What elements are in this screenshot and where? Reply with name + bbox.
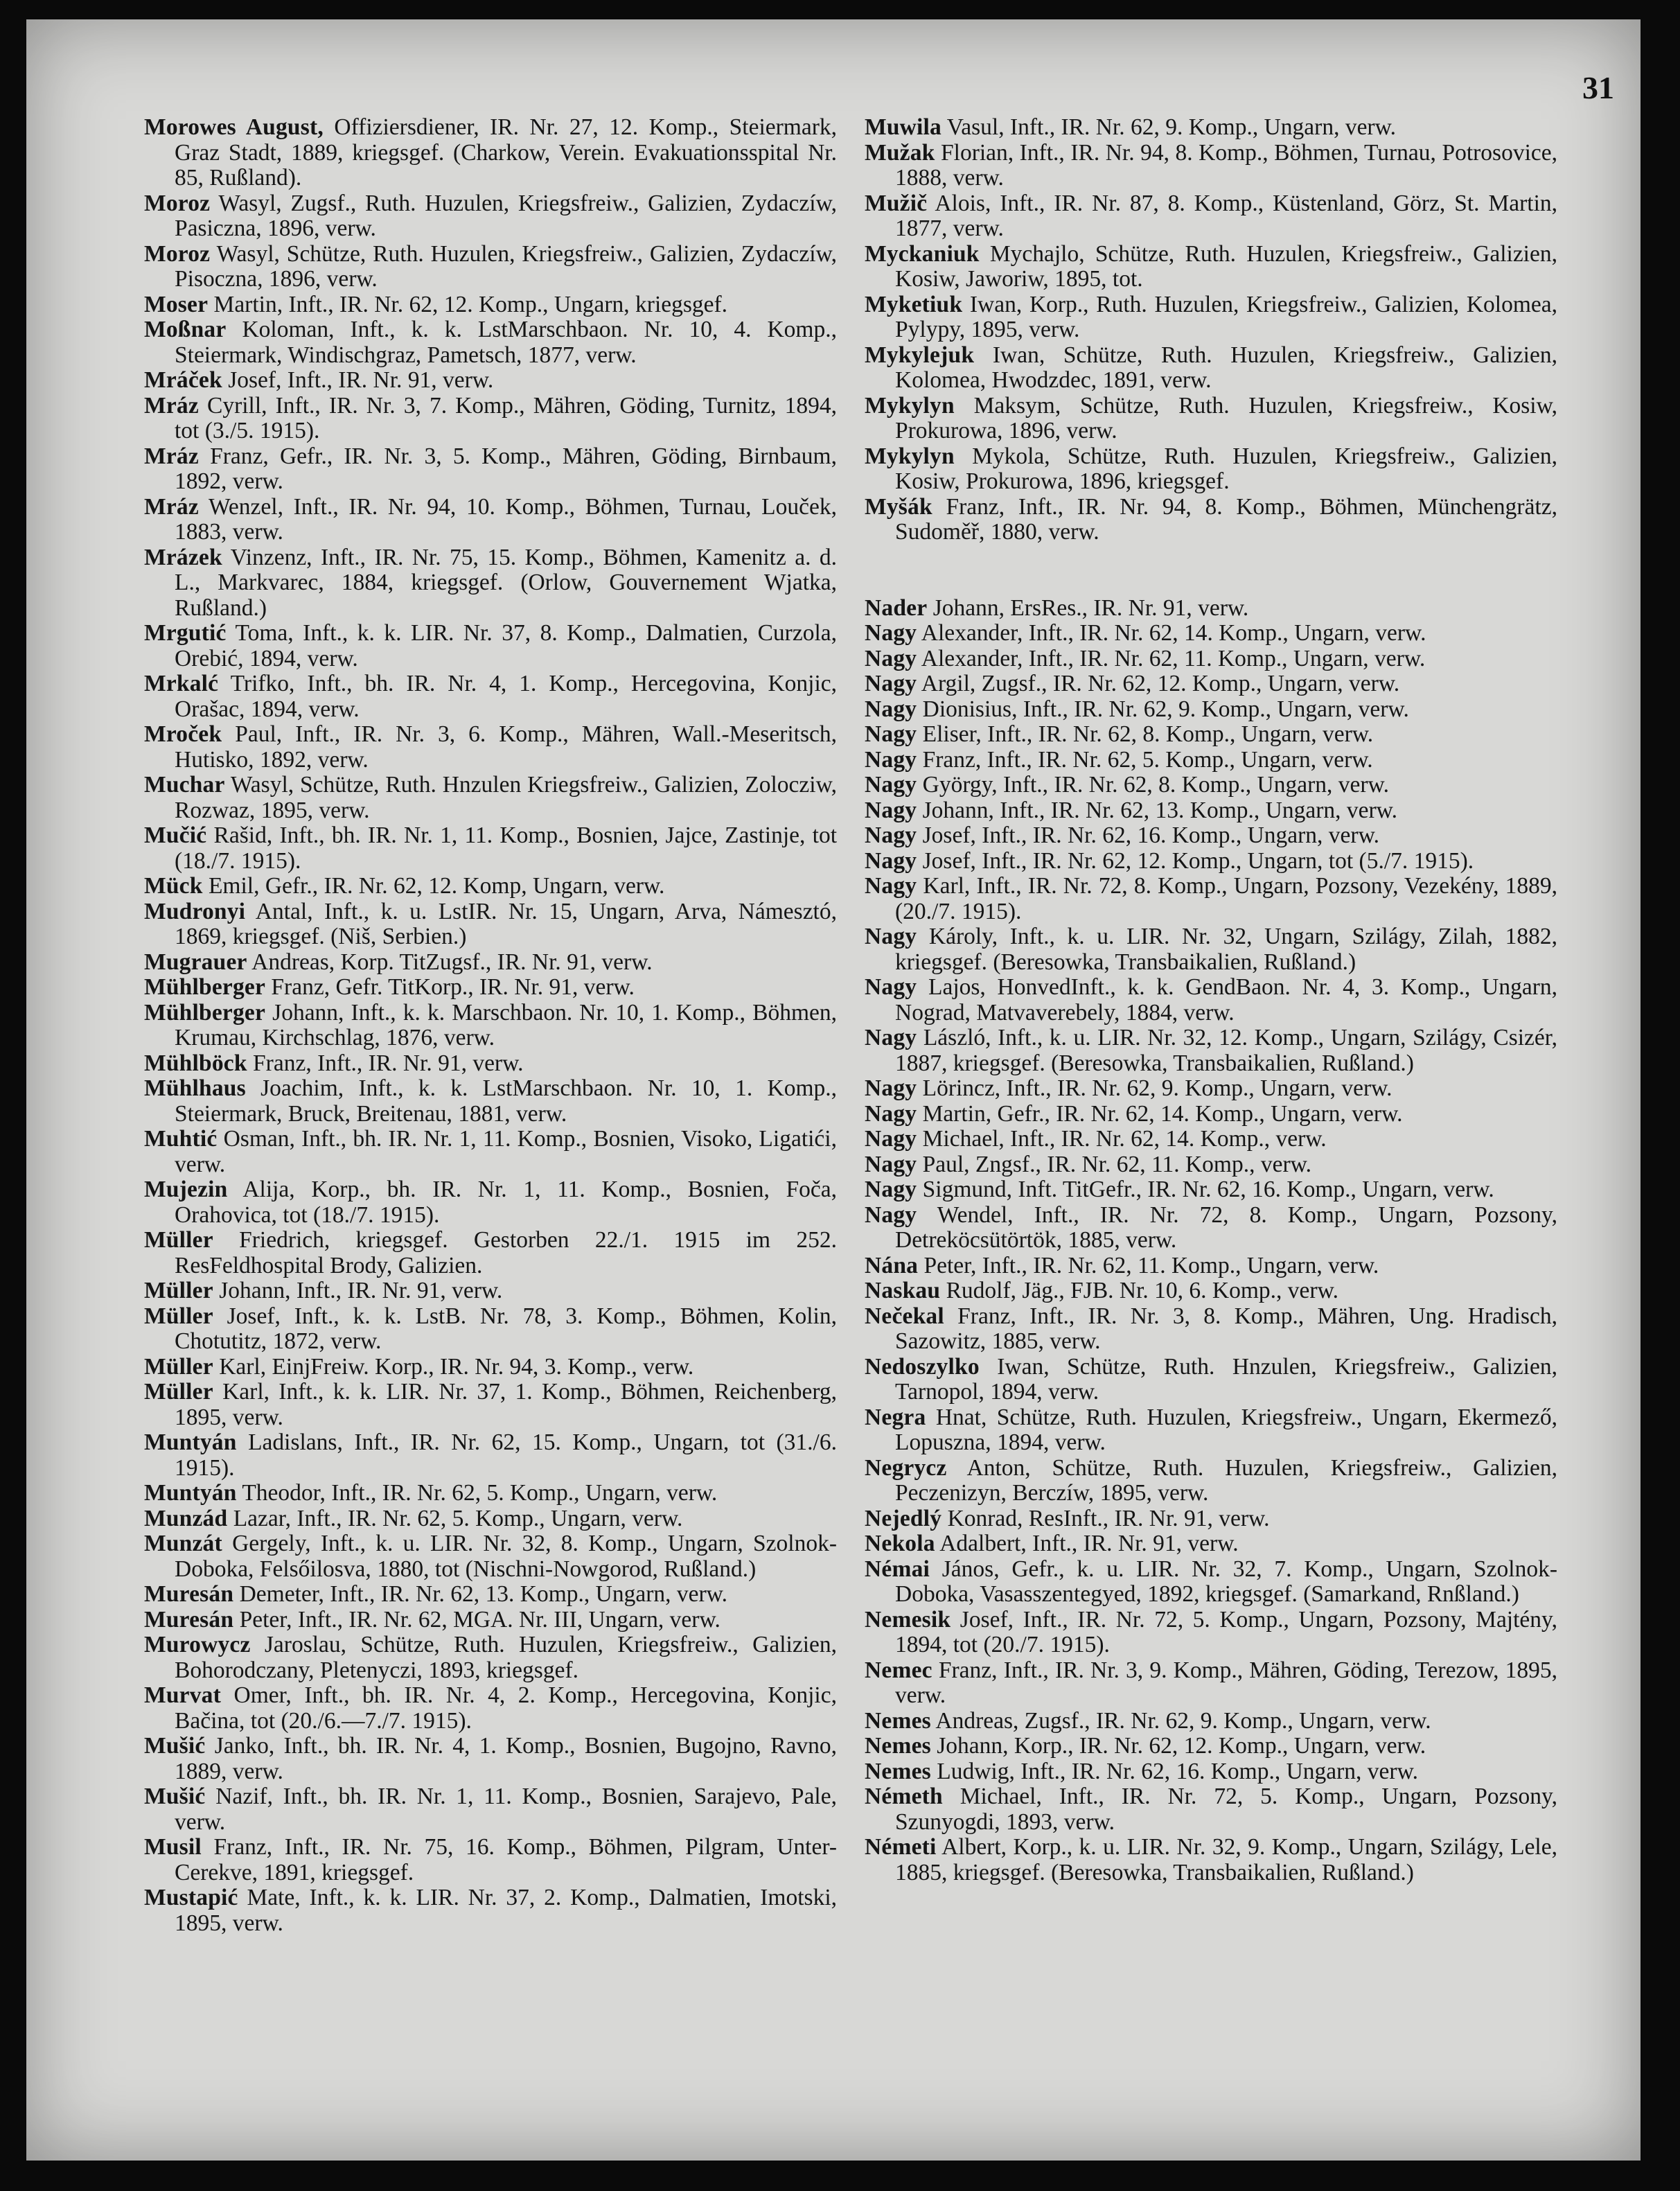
entry-details: Toma, Inft., k. k. LIR. Nr. 37, 8. Komp., Dalmatien, Curzola, Orebić, 1894, verw. [175, 620, 837, 671]
entry-surname: Nagy [865, 671, 917, 696]
entry-details: Joachim, Inft., k. k. LstMarschbaon. Nr. 10, 1. Komp., Steiermark, Bruck, Breitenau, 1881, verw. [175, 1075, 837, 1127]
entry-details: Osman, Inft., bh. IR. Nr. 1, 11. Komp., Bosnien, Visoko, Ligatići, verw. [175, 1126, 837, 1177]
entry-details: Josef, Inft., IR. Nr. 62, 16. Komp., Ungarn, verw. [917, 822, 1379, 848]
list-entry [144, 1127, 837, 1177]
entry-surname: Nagy [865, 721, 917, 747]
entry-details: Konrad, ResInft., IR. Nr. 91, verw. [941, 1505, 1270, 1531]
list-entry [865, 1076, 1557, 1102]
list-entry [865, 141, 1557, 191]
entry-details: Offiziersdiener, IR. Nr. 27, 12. Komp., Steiermark, Graz Stadt, 1889, kriegsgef. (Charkow, Verein. Evakuationsspital Nr. 85, Rußland). [175, 114, 838, 191]
entry-surname: Nagy [865, 873, 917, 899]
entry-details: Wasyl, Schütze, Ruth. Huzulen, Kriegsfreiw., Galizien, Zydaczíw, Pisoczna, 1896, verw. [175, 240, 837, 292]
list-entry [144, 1835, 837, 1885]
list-entry [144, 1430, 837, 1481]
entry-surname: Mujezin [144, 1177, 228, 1202]
entry-details: Károly, Inft., k. u. LIR. Nr. 32, Ungarn, Szilágy, Zilah, 1882, kriegsgef. (Beresowka, Transbaikalien, Rußland.) [895, 924, 1557, 975]
entry-surname: Nagy [865, 974, 917, 1000]
entry-details: Josef, Inft., IR. Nr. 72, 5. Komp., Ungarn, Pozsony, Majtény, 1894, tot (20./7. 1915). [895, 1606, 1557, 1657]
entry-surname: Mugrauer [144, 949, 247, 975]
list-entry [865, 1152, 1557, 1178]
entry-details: Peter, Inft., IR. Nr. 62, MGA. Nr. III, Ungarn, verw. [233, 1606, 720, 1633]
list-entry [865, 621, 1557, 646]
entry-details: Iwan, Schütze, Ruth. Hnzulen, Kriegsfreiw., Galizien, Tarnopol, 1894, verw. [895, 1353, 1557, 1405]
entry-details: György, Inft., IR. Nr. 62, 8. Komp., Ungarn, verw. [917, 772, 1389, 798]
entry-surname: Mráz [144, 443, 199, 469]
entry-surname: Muresán [144, 1581, 234, 1607]
list-entry [865, 1709, 1557, 1734]
list-entry [144, 1885, 837, 1936]
entry-details: Janko, Inft., bh. IR. Nr. 4, 1. Komp., Bosnien, Bugojno, Ravno, 1889, verw. [175, 1733, 837, 1784]
entry-surname: Mrkalć [144, 671, 219, 696]
entry-surname: Németi [865, 1834, 937, 1860]
list-entry [144, 621, 837, 671]
entry-surname: Myckaniuk [865, 240, 980, 267]
entry-surname: Mrgutić [144, 620, 227, 646]
entry-details: Alexander, Inft., IR. Nr. 62, 14. Komp., Ungarn, verw. [917, 620, 1426, 646]
entry-surname: Mück [144, 873, 203, 899]
list-entry [865, 1253, 1557, 1279]
page-number: 31 [1582, 70, 1614, 105]
entry-details: Vinzenz, Inft., IR. Nr. 75, 15. Komp., Böhmen, Kamenitz a. d. L., Markvarec, 1884, kriegsgef. (Orlow, Gouvernement Wjatka, Rußland.) [175, 544, 837, 621]
entry-surname: Mráz [144, 392, 199, 419]
entry-surname: Mühlhaus [144, 1075, 246, 1101]
entry-details: Franz, Inft., IR. Nr. 91, verw. [247, 1050, 524, 1076]
entry-surname: Mráz [144, 493, 199, 520]
entry-surname: Mroček [144, 721, 222, 747]
list-entry [144, 444, 837, 495]
list-entry [865, 874, 1557, 924]
entry-surname: Nemec [865, 1657, 932, 1683]
entry-details: Gergely, Inft., k. u. LIR. Nr. 32, 8. Komp., Ungarn, Szolnok-Doboka, Felsőilosva, 1880, tot (Nischni-Nowgorod, Rußland.) [175, 1531, 837, 1582]
entry-surname: Moroz [144, 240, 211, 267]
entry-surname: Moroz [144, 190, 211, 216]
list-entry [865, 773, 1557, 798]
list-entry [144, 1278, 837, 1304]
entry-surname: Negrycz [865, 1454, 947, 1481]
entry-surname: Nagy [865, 696, 917, 722]
entry-surname: Némai [865, 1556, 930, 1582]
list-entry [144, 1051, 837, 1077]
entry-surname: Muresán [144, 1606, 234, 1633]
entry-details: Alija, Korp., bh. IR. Nr. 1, 11. Komp., Bosnien, Foča, Orahovica, tot (18./7. 1915). [175, 1177, 837, 1228]
entry-details: Anton, Schütze, Ruth. Huzulen, Kriegsfreiw., Galizien, Peczenizyn, Berczíw, 1895, verw. [895, 1454, 1557, 1506]
right-column-n-entries [865, 596, 1557, 1886]
entry-surname: Myketiuk [865, 291, 963, 317]
entry-details: Johann, Inft., k. k. Marschbaon. Nr. 10, 1. Komp., Böhmen, Krumau, Kirchschlag, 1876, verw. [175, 999, 837, 1050]
entry-surname: Myšák [865, 493, 932, 520]
entry-surname: Mučić [144, 822, 207, 848]
entry-details: Maksym, Schütze, Ruth. Huzulen, Kriegsfreiw., Kosiw, Prokurowa, 1896, verw. [895, 392, 1557, 443]
list-entry [144, 1582, 837, 1608]
list-entry [144, 975, 837, 1001]
entry-surname: Müller [144, 1353, 213, 1380]
entry-details: Franz, Inft., IR. Nr. 75, 16. Komp., Böhmen, Pilgram, Unter-Cerekve, 1891, kriegsgef. [175, 1834, 837, 1885]
entry-surname: Németh [865, 1784, 943, 1809]
list-entry [865, 798, 1557, 824]
list-entry [865, 1506, 1557, 1532]
entry-details: Nazif, Inft., bh. IR. Nr. 1, 11. Komp., Bosnien, Sarajevo, Pale, verw. [175, 1784, 837, 1835]
entry-details: Andreas, Zugsf., IR. Nr. 62, 9. Komp., Ungarn, verw. [930, 1707, 1431, 1734]
entry-surname: Morowes August, [144, 114, 324, 140]
list-entry [865, 975, 1557, 1026]
entry-surname: Müller [144, 1227, 213, 1253]
entry-surname: Moßnar [144, 317, 227, 342]
list-entry [144, 495, 837, 545]
entry-details: Iwan, Korp., Ruth. Huzulen, Kriegsfreiw., Galizien, Kolomea, Pylypy, 1895, verw. [895, 291, 1557, 342]
entry-details: Michael, Inft., IR. Nr. 62, 14. Komp., verw. [917, 1126, 1327, 1152]
entry-details: Paul, Inft., IR. Nr. 3, 6. Komp., Mähren, Wall.-Meseritsch, Hutisko, 1892, verw. [175, 721, 837, 773]
entry-surname: Mušić [144, 1733, 206, 1759]
entry-surname: Mühlberger [144, 974, 266, 1000]
list-entry [144, 1076, 837, 1127]
list-entry [865, 697, 1557, 723]
entry-surname: Mühlböck [144, 1050, 247, 1076]
entry-details: Johann, Inft., IR. Nr. 91, verw. [213, 1278, 503, 1303]
list-entry [865, 1026, 1557, 1076]
entry-surname: Musil [144, 1834, 202, 1860]
entry-details: Martin, Inft., IR. Nr. 62, 12. Komp., Ungarn, kriegsgef. [208, 291, 728, 317]
entry-details: János, Gefr., k. u. LIR. Nr. 32, 7. Komp., Ungarn, Szolnok-Doboka, Vasasszentegyed, 1892, kriegsgef. (Samarkand, Rnßland.) [895, 1556, 1557, 1607]
list-entry [865, 191, 1557, 242]
list-entry [144, 191, 837, 242]
list-entry [144, 1481, 837, 1506]
entry-details: Iwan, Schütze, Ruth. Huzulen, Kriegsfreiw., Galizien, Kolomea, Hwodzdec, 1891, verw. [895, 342, 1557, 393]
entry-surname: Nagy [865, 822, 917, 848]
entry-surname: Nemes [865, 1707, 931, 1734]
entry-details: Omer, Inft., bh. IR. Nr. 4, 2. Komp., Hercegovina, Konjic, Bačina, tot (20./6.—7./7. 1915). [175, 1682, 837, 1734]
entry-surname: Nečekal [865, 1303, 944, 1329]
list-entry [144, 823, 837, 874]
list-entry [865, 1784, 1557, 1835]
list-entry [865, 1355, 1557, 1405]
entry-details: Rudolf, Jäg., FJB. Nr. 10, 6. Komp., verw. [940, 1278, 1338, 1303]
entry-surname: Mykylyn [865, 392, 955, 419]
entry-surname: Mužič [865, 190, 928, 216]
entry-details: Friedrich, kriegsgef. Gestorben 22./1. 1915 im 252. ResFeldhospital Brody, Galizien. [175, 1227, 837, 1278]
entry-details: Franz, Inft., IR. Nr. 3, 8. Komp., Mähren, Ung. Hradisch, Sazowitz, 1885, verw. [895, 1303, 1557, 1354]
entry-surname: Nagy [865, 1075, 917, 1101]
list-entry [144, 722, 837, 773]
list-entry [144, 1784, 837, 1835]
entry-surname: Müller [144, 1278, 213, 1303]
entry-details: Wasyl, Zugsf., Ruth. Huzulen, Kriegsfreiw., Galizien, Zydaczíw, Pasiczna, 1896, verw. [175, 190, 837, 241]
left-column [144, 115, 837, 1936]
list-entry [865, 849, 1557, 874]
entry-surname: Nemes [865, 1758, 931, 1784]
list-entry [865, 1278, 1557, 1304]
list-entry [865, 343, 1557, 394]
list-entry [144, 242, 837, 292]
entry-details: Karl, Inft., IR. Nr. 72, 8. Komp., Ungarn, Pozsony, Vezekény, 1889, (20./7. 1915). [895, 873, 1557, 924]
entry-details: Ladislans, Inft., IR. Nr. 62, 15. Komp., Ungarn, tot (31./6. 1915). [175, 1429, 837, 1481]
entry-details: Michael, Inft., IR. Nr. 72, 5. Komp., Ungarn, Pozsony, Szunyogdi, 1893, verw. [895, 1784, 1557, 1835]
right-column-m-entries [865, 115, 1557, 545]
entry-surname: Nagy [865, 1177, 917, 1202]
entry-surname: Müller [144, 1303, 213, 1329]
entry-details: Wasyl, Schütze, Ruth. Hnzulen Kriegsfreiw., Galizien, Zolocziw, Rozwaz, 1895, verw. [175, 772, 837, 823]
entry-details: Wenzel, Inft., IR. Nr. 94, 10. Komp., Böhmen, Turnau, Louček, 1883, verw. [175, 493, 837, 545]
list-entry [865, 1203, 1557, 1253]
entry-surname: Muwila [865, 114, 942, 140]
entry-details: Lazar, Inft., IR. Nr. 62, 5. Komp., Ungarn, verw. [227, 1505, 683, 1531]
entry-details: Karl, EinjFreiw. Korp., IR. Nr. 94, 3. Komp., verw. [213, 1353, 694, 1380]
entry-details: Johann, Inft., IR. Nr. 62, 13. Komp., Ungarn, verw. [917, 797, 1398, 823]
entry-details: Peter, Inft., IR. Nr. 62, 11. Komp., Ungarn, verw. [918, 1252, 1379, 1278]
right-column [865, 115, 1557, 1885]
entry-details: Sigmund, Inft. TitGefr., IR. Nr. 62, 16. Komp., Ungarn, verw. [917, 1177, 1494, 1202]
entry-details: Lajos, HonvedInft., k. k. GendBaon. Nr. 4, 3. Komp., Ungarn, Nograd, Matvaverebely, 1884, verw. [895, 974, 1557, 1026]
entry-details: Theodor, Inft., IR. Nr. 62, 5. Komp., Ungarn, verw. [236, 1480, 718, 1506]
entry-details: Emil, Gefr., IR. Nr. 62, 12. Komp, Ungarn, verw. [202, 873, 665, 899]
entry-details: Karl, Inft., k. k. LIR. Nr. 37, 1. Komp., Böhmen, Reichenberg, 1895, verw. [175, 1379, 837, 1430]
list-entry [144, 292, 837, 318]
entry-surname: Nemesik [865, 1606, 951, 1633]
section-gap [865, 545, 1557, 596]
list-entry [865, 1734, 1557, 1759]
entry-surname: Müller [144, 1379, 213, 1405]
list-entry [144, 317, 837, 368]
list-entry [144, 545, 837, 622]
list-entry [144, 1531, 837, 1582]
entry-details: Johann, ErsRes., IR. Nr. 91, verw. [927, 595, 1249, 621]
entry-surname: Nagy [865, 1202, 917, 1228]
list-entry [865, 1304, 1557, 1355]
entry-surname: Murvat [144, 1682, 221, 1708]
entry-details: Franz, Inft., IR. Nr. 3, 9. Komp., Mähren, Göding, Terezow, 1895, verw. [895, 1657, 1557, 1708]
list-entry [865, 394, 1557, 444]
list-entry [144, 899, 837, 950]
entry-details: Alois, Inft., IR. Nr. 87, 8. Komp., Küstenland, Görz, St. Martin, 1877, verw. [895, 190, 1557, 241]
list-entry [144, 1380, 837, 1430]
entry-details: Vasul, Inft., IR. Nr. 62, 9. Komp., Ungarn, verw. [941, 114, 1396, 140]
entry-surname: Muntyán [144, 1480, 237, 1506]
list-entry [865, 722, 1557, 748]
list-entry [144, 1734, 837, 1784]
entry-details: Mykola, Schütze, Ruth. Huzulen, Kriegsfreiw., Galizien, Kosiw, Prokurowa, 1896, kriegsgef. [895, 443, 1557, 494]
entry-surname: Mráček [144, 367, 222, 393]
list-entry [865, 1102, 1557, 1127]
entry-details: Koloman, Inft., k. k. LstMarschbaon. Nr. 10, 4. Komp., Steiermark, Windischgraz, Pametsch, 1877, verw. [175, 317, 837, 368]
list-entry [865, 596, 1557, 622]
entry-details: Eliser, Inft., IR. Nr. 62, 8. Komp., Ungarn, verw. [917, 721, 1374, 747]
entry-surname: Nagy [865, 1126, 917, 1152]
entry-details: László, Inft., k. u. LIR. Nr. 32, 12. Komp., Ungarn, Szilágy, Csizér, 1887, kriegsgef. (Beresowka, Transbaikalien, Rußland.) [895, 1025, 1557, 1076]
entry-surname: Murowycz [144, 1632, 251, 1657]
list-entry [865, 115, 1557, 141]
entry-surname: Munzád [144, 1505, 228, 1531]
entry-details: Jaroslau, Schütze, Ruth. Huzulen, Kriegsfreiw., Galizien, Bohorodczany, Pletenyczi, 1893, kriegsgef. [175, 1632, 837, 1683]
list-entry [144, 1228, 837, 1278]
list-entry [865, 748, 1557, 773]
entry-details: Rašid, Inft., bh. IR. Nr. 1, 11. Komp., Bosnien, Jajce, Zastinje, tot (18./7. 1915). [175, 822, 837, 874]
entry-details: Dionisius, Inft., IR. Nr. 62, 9. Komp., Ungarn, verw. [917, 696, 1409, 722]
list-entry [865, 242, 1557, 292]
entry-details: Demeter, Inft., IR. Nr. 62, 13. Komp., Ungarn, verw. [233, 1581, 728, 1607]
entry-details: Andreas, Korp. TitZugsf., IR. Nr. 91, verw. [247, 949, 653, 975]
entry-surname: Nagy [865, 645, 917, 671]
entry-surname: Mudronyi [144, 898, 246, 924]
list-entry [865, 292, 1557, 343]
entry-details: Martin, Gefr., IR. Nr. 62, 14. Komp., Ungarn, verw. [917, 1100, 1403, 1127]
entry-details: Hnat, Schütze, Ruth. Huzulen, Kriegsfreiw., Ungarn, Ekermező, Lopuszna, 1894, verw. [895, 1404, 1557, 1455]
list-entry [865, 1608, 1557, 1658]
entry-details: Wendel, Inft., IR. Nr. 72, 8. Komp., Ungarn, Pozsony, Detreköcsütörtök, 1885, verw. [895, 1202, 1557, 1253]
entry-details: Alexander, Inft., IR. Nr. 62, 11. Komp., Ungarn, verw. [917, 645, 1426, 671]
entry-surname: Negra [865, 1404, 926, 1430]
entry-surname: Mustapić [144, 1885, 238, 1910]
entry-details: Albert, Korp., k. u. LIR. Nr. 32, 9. Komp., Ungarn, Szilágy, Lele, 1885, kriegsgef. (Beresowka, Transbaikalien, Rußland.) [895, 1834, 1557, 1885]
entry-surname: Nagy [865, 847, 917, 874]
entry-details: Cyrill, Inft., IR. Nr. 3, 7. Komp., Mähren, Göding, Turnitz, 1894, tot (3./5. 1915). [175, 392, 837, 443]
entry-surname: Munzát [144, 1531, 222, 1556]
entry-details: Florian, Inft., IR. Nr. 94, 8. Komp., Böhmen, Turnau, Potrosovice, 1888, verw. [895, 139, 1557, 191]
list-entry [144, 1633, 837, 1683]
entry-details: Franz, Gefr., IR. Nr. 3, 5. Komp., Mähren, Göding, Birnbaum, 1892, verw. [175, 443, 837, 494]
list-entry [865, 671, 1557, 697]
entry-details: Adalbert, Inft., IR. Nr. 91, verw. [935, 1531, 1239, 1556]
list-entry [144, 115, 837, 191]
list-entry [144, 1506, 837, 1532]
list-entry [144, 950, 837, 976]
list-entry [144, 1304, 837, 1355]
list-entry [865, 495, 1557, 545]
entry-surname: Nagy [865, 797, 917, 823]
list-entry [865, 1557, 1557, 1608]
entry-surname: Naskau [865, 1278, 941, 1303]
entry-surname: Nagy [865, 772, 917, 798]
list-entry [144, 773, 837, 823]
entry-surname: Muhtić [144, 1126, 218, 1152]
list-entry [144, 394, 837, 444]
list-entry [865, 1127, 1557, 1152]
entry-surname: Mykylejuk [865, 342, 975, 368]
entry-surname: Nejedlý [865, 1505, 942, 1531]
list-entry [144, 1001, 837, 1051]
list-entry [865, 646, 1557, 672]
entry-surname: Mykylyn [865, 443, 955, 469]
entry-details: Franz, Gefr. TitKorp., IR. Nr. 91, verw. [265, 974, 635, 1000]
entry-surname: Nána [865, 1252, 919, 1278]
entry-surname: Muchar [144, 772, 225, 798]
list-entry [144, 874, 837, 899]
entry-details: Josef, Inft., IR. Nr. 62, 12. Komp., Ungarn, tot (5./7. 1915). [917, 847, 1474, 874]
entry-surname: Moser [144, 291, 209, 317]
list-entry [865, 1531, 1557, 1557]
list-entry [144, 1683, 837, 1734]
entry-details: Ludwig, Inft., IR. Nr. 62, 16. Komp., Ungarn, verw. [930, 1758, 1418, 1784]
entry-details: Franz, Inft., IR. Nr. 94, 8. Komp., Böhmen, Münchengrätz, Sudoměř, 1880, verw. [895, 493, 1557, 545]
entry-surname: Nekola [865, 1531, 935, 1556]
entry-details: Trifko, Inft., bh. IR. Nr. 4, 1. Komp., Hercegovina, Konjic, Orašac, 1894, verw. [175, 671, 837, 722]
entry-surname: Mühlberger [144, 999, 266, 1026]
list-entry [865, 1835, 1557, 1885]
entry-surname: Nagy [865, 1100, 917, 1127]
entry-details: Argil, Zugsf., IR. Nr. 62, 12. Komp., Ungarn, verw. [917, 671, 1400, 696]
list-entry [144, 1608, 837, 1633]
entry-details: Paul, Zngsf., IR. Nr. 62, 11. Komp., verw. [917, 1151, 1312, 1177]
entry-surname: Nagy [865, 1025, 917, 1050]
list-entry [865, 823, 1557, 849]
list-entry [865, 444, 1557, 495]
entry-surname: Mužak [865, 139, 935, 166]
entry-surname: Nader [865, 595, 928, 621]
entry-details: Mychajlo, Schütze, Ruth. Huzulen, Kriegsfreiw., Galizien, Kosiw, Jaworiw, 1895, tot. [895, 240, 1557, 292]
entry-details: Josef, Inft., IR. Nr. 91, verw. [222, 367, 494, 393]
entry-details: Antal, Inft., k. u. LstIR. Nr. 15, Ungarn, Arva, Námesztó, 1869, kriegsgef. (Niš, Serbien.) [175, 898, 837, 949]
list-entry [144, 1355, 837, 1380]
entry-surname: Mušić [144, 1784, 206, 1809]
list-entry [865, 1456, 1557, 1506]
entry-details: Johann, Korp., IR. Nr. 62, 12. Komp., Ungarn, verw. [930, 1733, 1426, 1759]
entry-surname: Nagy [865, 620, 917, 646]
entry-surname: Muntyán [144, 1429, 237, 1455]
entry-surname: Mrázek [144, 544, 222, 570]
list-entry [865, 1177, 1557, 1203]
entry-details: Josef, Inft., k. k. LstB. Nr. 78, 3. Komp., Böhmen, Kolin, Chotutitz, 1872, verw. [175, 1303, 837, 1354]
entry-surname: Nagy [865, 924, 917, 949]
entry-surname: Nagy [865, 746, 917, 773]
list-entry [865, 924, 1557, 975]
list-entry [144, 368, 837, 394]
entry-details: Mate, Inft., k. k. LIR. Nr. 37, 2. Komp., Dalmatien, Imotski, 1895, verw. [175, 1885, 837, 1936]
list-entry [865, 1759, 1557, 1785]
entry-details: Franz, Inft., IR. Nr. 62, 5. Komp., Ungarn, verw. [917, 746, 1373, 773]
entry-surname: Nedoszylko [865, 1353, 980, 1380]
entry-surname: Nagy [865, 1151, 917, 1177]
entry-details: Lörincz, Inft., IR. Nr. 62, 9. Komp., Ungarn, verw. [917, 1075, 1392, 1101]
document-page [26, 19, 1641, 2161]
entry-surname: Nemes [865, 1733, 931, 1759]
list-entry [144, 671, 837, 722]
list-entry [865, 1658, 1557, 1709]
list-entry [144, 1177, 837, 1228]
list-entry [865, 1405, 1557, 1456]
